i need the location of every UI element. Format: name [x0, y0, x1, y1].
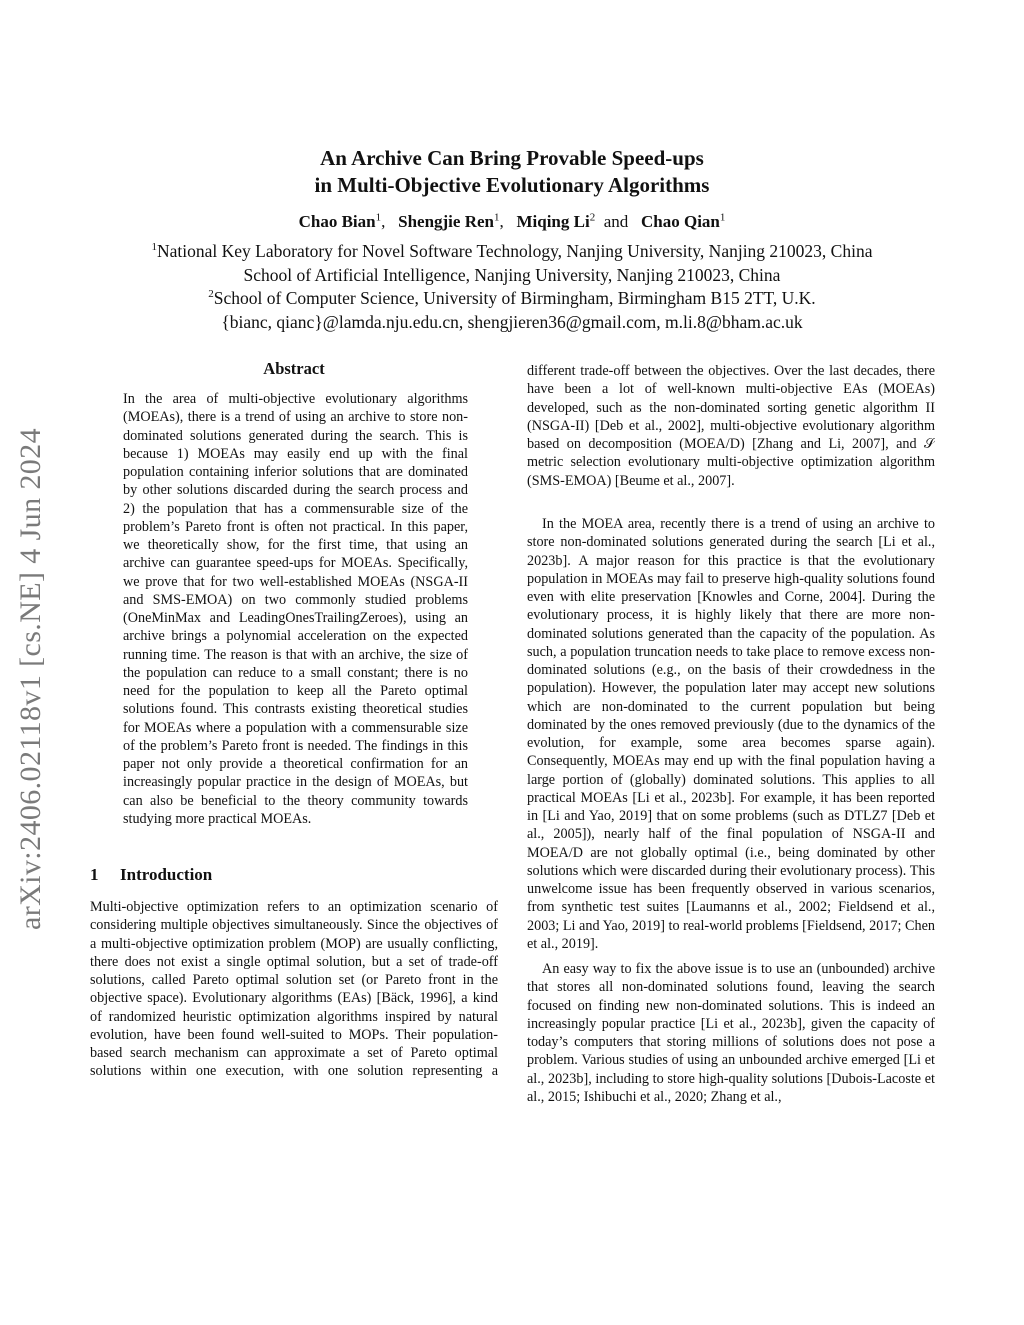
affiliations	[0, 240, 1024, 334]
author-name: Chao Bian	[298, 212, 376, 231]
arxiv-identifier: arXiv:2406.02118v1 [cs.NE] 4 Jun 2024	[14, 428, 47, 930]
author-separator: ,	[381, 212, 386, 231]
intro-paragraph-1-continued	[527, 362, 935, 508]
abstract-text: In the area of multi-objective evolutionary algorithms (MOEAs), there is a trend of using an archive to store non-dominated solutions generated during the search. This is because 1) MOEAs may easily end up with the final population containing inferior solutions that are dominated by other solutions discarded during the search process and 2) the population that has a commensurable size of the problem’s Pareto front is often not practical. In this paper, we theoretically show, for the first time, that using an archive can guarantee speed-ups for MOEAs. Specifically, we prove that for two well-established MOEAs (NSGA-II and SMS-EMOA) on two commonly studied problems (OneMinMax and LeadingOnesTrailingZeroes), using an archive brings a polynomial acceleration on the expected running time. The reason is that with an archive, the size of the population can reduce to a small constant; there is no need for the population to keep all the Pareto optimal solutions found. This contrasts existing theoretical studies for MOEAs where a population with a commensurable size of the problem’s Pareto front is needed. The findings in this paper not only provide a theoretical confirmation for an increasingly popular practice in the design of MOEAs, but can also be beneficial to the theory community towards studying more practical MOEAs.	[123, 391, 468, 827]
author-name: Miqing Li	[516, 212, 590, 231]
author-affil-mark: 2	[589, 211, 596, 224]
author-affil-mark: 1	[493, 211, 500, 224]
right-column	[527, 362, 935, 1106]
affil-mark: 1	[151, 241, 158, 254]
author-separator: ,	[499, 212, 504, 231]
abstract-heading: Abstract	[263, 359, 325, 378]
affiliation-1	[0, 240, 1024, 264]
affil-text: National Key Laboratory for Novel Software Technology, Nanjing University, Nanjing 210023, China	[157, 241, 873, 261]
affil-text: School of Computer Science, University of Birmingham, Birmingham B15 2TT, U.K.	[213, 288, 816, 308]
intro-paragraph-1: Multi-objective optimization refers to an optimization scenario of considering multiple objectives simultaneously. Since the objectives of a multi-objective optimization problem (MOP) are usually conflicting, there does not exist a single optimal solution, but a set of trade-off solutions, called Pareto optimal solution set (or Pareto front in the objective space). Evolutionary algorithms (EAs) [Bäck, 1996], a kind of randomized heuristic optimization algorithms inspired by natural evolution, have been found well-suited to MOPs. Their population-based search mechanism can approximate a set of Pareto optimal solutions within one execution, with one solution representing a	[90, 899, 498, 1080]
author-list	[0, 212, 1024, 232]
author-affil-mark: 1	[719, 211, 726, 224]
author-and: and	[603, 212, 629, 231]
author-affil-mark: 1	[375, 211, 382, 224]
intro-paragraph-3: An easy way to fix the above issue is to use an (unbounded) archive that stores all non-dominated solutions found, leaving the search focused on finding new non-dominated solutions. This is indeed an increasingly popular practice [Li et al., 2023b], given the capacity of today’s computers that storing millions of solutions does not pose a problem. Various studies of using an unbounded archive emerged [Li et al., 2023b], including to store high-quality solutions [Dubois-Lacoste et al., 2015; Ishibuchi et al., 2020; Zhang et al.,	[527, 961, 935, 1105]
left-column	[90, 360, 498, 1081]
affiliation-1b: School of Artificial Intelligence, Nanjing University, Nanjing 210023, China	[243, 264, 781, 285]
title-line-1: An Archive Can Bring Provable Speed-ups	[320, 146, 704, 170]
author-emails: {bianc, qianc}@lamda.nju.edu.cn, shengjieren36@gmail.com, m.li.8@bham.ac.uk	[221, 311, 803, 332]
affiliation-2	[0, 287, 1024, 311]
author-name: Shengjie Ren	[398, 212, 494, 231]
author-name: Chao Qian	[641, 212, 720, 231]
intro-paragraph-1-overflow: different trade-off between the objectives. Over the last decades, there have been a lot of well-known multi-objective EAs (MOEAs) developed, such as the non-dominated sorting genetic algorithm II (NSGA-II) [Deb et al., 2002], multi-objective evolutionary algorithm based on decomposition (MOEA/D) [Zhang and Li, 2007], and 𝒮 metric selection evolutionary multi-objective optimization algorithm (SMS-EMOA) [Beume et al., 2007].	[527, 363, 935, 489]
title-line-2: in Multi-Objective Evolutionary Algorithms	[314, 173, 710, 197]
section-heading	[90, 866, 498, 888]
section-title: Introduction	[120, 865, 213, 884]
affil-mark: 2	[208, 288, 214, 301]
intro-paragraph-2: In the MOEA area, recently there is a trend of using an archive to store non-dominated solutions generated during the search [Li et al., 2023b]. A major reason for this practice is that the evolutionary population in MOEAs may fail to preserve high-quality solutions found even with elite preservation [Knowles and Corne, 2004]. During the evolutionary process, it is highly likely that there are more non-dominated solutions generated than the capacity of the population. As such, a population truncation needs to take place to remove excess non-dominated solutions (e.g., on the basis of their crowdedness in the population). However, the population later may accept new solutions which are non-dominated to the current population but being dominated by the ones removed previously (due to the dynamics of the evolution, for example, some area becomes sparse again). Consequently, MOEAs may end up with the final population having a large portion of (globally) dominated solutions. This applies to all practical MOEAs [Li et al., 2023b]. For example, it has been reported in [Li and Yao, 2019] that on some problems (such as DTLZ7 [Deb et al., 2005]), nearly half of the final population of NSGA-II and MOEA/D are not globally optimal (i.e., being dominated by other solutions which were discarded during their evolutionary process). This unwelcome issue has been frequently observed in various scenarios, from synthetic test suites [Laumanns et al., 2002; Fieldsend et al., 2003; Li and Yao, 2019] to real-world problems [Fieldsend, 2017; Chen et al., 2019].	[527, 516, 935, 952]
paper-title	[0, 145, 1024, 199]
section-number: 1	[90, 865, 99, 884]
